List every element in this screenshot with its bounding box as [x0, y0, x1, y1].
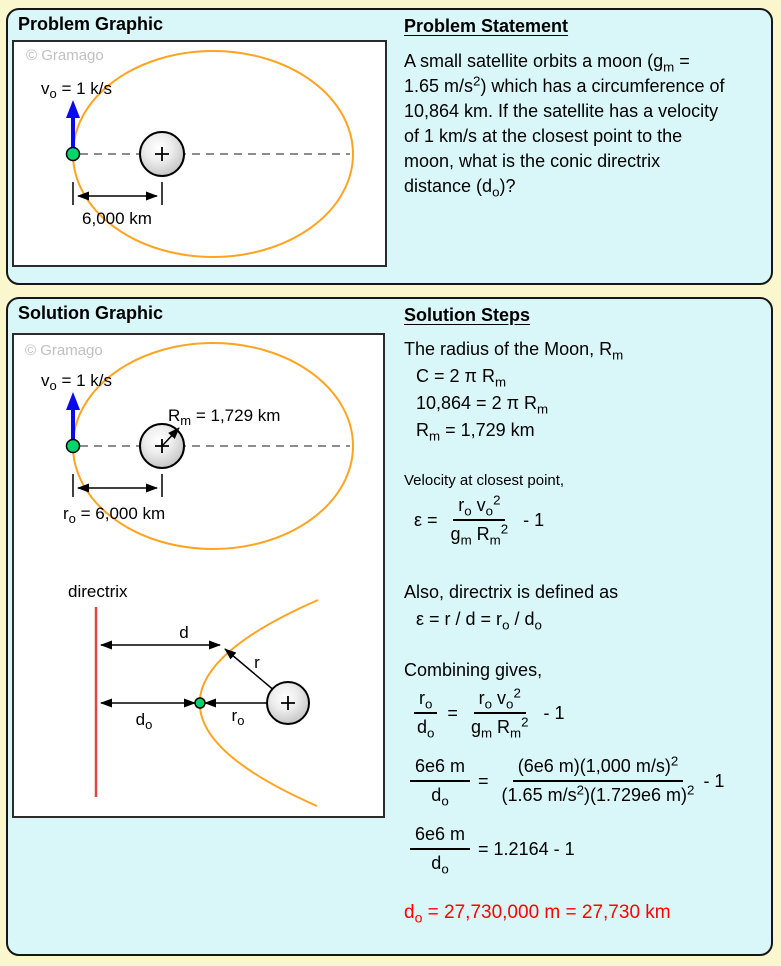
step-line: $R_m = 1,729$ km — [416, 420, 535, 444]
satellite-point — [67, 148, 80, 161]
fraction — [412, 688, 439, 741]
watermark: © Gramago — [25, 342, 103, 359]
equals-expression: = 1.2164 - 1 — [478, 838, 575, 859]
problem-panel — [6, 8, 773, 285]
formula-tail: - 1 — [523, 509, 545, 530]
fraction-numerator: 6e6 m — [410, 756, 470, 782]
problem-graphic-frame — [12, 40, 387, 267]
fraction-numerator: $r_o$ — [414, 688, 437, 714]
solution-graphic-frame — [12, 333, 385, 818]
perigee-distance-label: 6,000 km — [82, 209, 152, 228]
moon-radius-label: $R_m = 1,729$ km — [168, 406, 281, 428]
step-line: Combining gives, — [404, 660, 543, 680]
fraction-denominator: (1.65 $m/s^2)(1.729e6$ m)$^2$ — [501, 782, 695, 805]
formula-tail: - 1 — [543, 702, 565, 723]
combined-formula — [404, 685, 768, 741]
r-label: r — [254, 653, 260, 672]
step-line: Also, directrix is defined as — [404, 582, 619, 602]
perigee-dimension — [73, 182, 162, 228]
step-line: $\varepsilon = r / d = r_o / d_o$ — [416, 609, 542, 633]
solution-graphic-title: Solution Graphic — [18, 303, 164, 323]
solution-steps-column — [404, 305, 768, 924]
formula-lhs: ε = — [414, 509, 438, 530]
d-dimension-arrow — [101, 623, 220, 645]
formula-tail: - 1 — [703, 770, 725, 791]
step-note: Velocity at closest point, — [404, 472, 565, 489]
fraction-numerator: (6e6 m)(1,000 m/s)$^2$ — [513, 756, 683, 782]
step-line: C = 2 π $R_m$ — [416, 366, 507, 390]
statement-line: 10,864 km. If the satellite has a velocity — [404, 101, 719, 121]
fraction-numerator: $r_o$ $v_o^2$ — [453, 495, 505, 521]
statement-line: distance $(d_o)$? — [404, 176, 516, 200]
equals-sign: = — [447, 702, 458, 723]
equals-sign: = — [478, 770, 489, 791]
solution-steps-title: Solution Steps — [404, 305, 530, 325]
solution-panel — [6, 297, 773, 956]
statement-line: moon, what is the conic directrix — [404, 151, 661, 171]
problem-statement-text — [404, 49, 768, 199]
statement-line: of 1 km/s at the closest point to the — [404, 126, 683, 146]
step-line: The radius of the Moon, $R_m$ — [404, 339, 624, 363]
velocity-label: $v_o = 1$ k/s — [41, 79, 113, 101]
final-answer: $d_o = 27,730,000$ m = 27,730 km — [404, 902, 671, 926]
fraction-denominator: $d_o$ — [431, 785, 449, 809]
numeric-formula — [404, 753, 768, 809]
fraction-denominator: $g_m$ $R_m^2$ — [450, 521, 509, 548]
fraction — [466, 685, 534, 741]
fraction — [446, 492, 514, 548]
fraction — [410, 756, 470, 809]
statement-line: A small satellite orbits a moon ($g_m$ = — [404, 51, 690, 75]
fraction-denominator: $d_o$ — [417, 717, 435, 741]
statement-line: 1.65 $m/s^2$) which has a circumference of — [404, 73, 725, 96]
fraction-numerator: 6e6 m — [410, 824, 470, 850]
satellite-point — [67, 440, 80, 453]
evaluated-formula — [404, 824, 768, 877]
perigee-distance-label: $r_o = 6,000$ km — [63, 504, 166, 526]
fraction-denominator: $d_o$ — [431, 853, 449, 877]
fraction-numerator: $r_o$ $v_o^2$ — [474, 688, 526, 714]
watermark: © Gramago — [26, 47, 104, 64]
vertex-point — [195, 698, 205, 708]
do-dimension-arrow — [101, 703, 195, 732]
eccentricity-formula — [404, 492, 768, 548]
fraction — [410, 824, 470, 877]
velocity-label: $v_o = 1$ k/s — [41, 371, 113, 393]
d-label: d — [179, 623, 189, 642]
perigee-dimension — [63, 474, 165, 526]
step-line: 10,864 = 2 π $R_m$ — [416, 393, 549, 417]
fraction-denominator: $g_m$ $R_m^2$ — [470, 714, 529, 741]
problem-statement-column — [404, 16, 768, 199]
problem-graphic-title: Problem Graphic — [18, 14, 164, 34]
do-label: $d_o$ — [135, 710, 153, 732]
problem-orbit-diagram — [14, 42, 385, 265]
problem-statement-title: Problem Statement — [404, 16, 569, 36]
solution-diagram — [14, 335, 383, 816]
fraction — [497, 753, 700, 806]
directrix-label: directrix — [68, 582, 128, 601]
ro-label: $r_o$ — [231, 706, 245, 728]
